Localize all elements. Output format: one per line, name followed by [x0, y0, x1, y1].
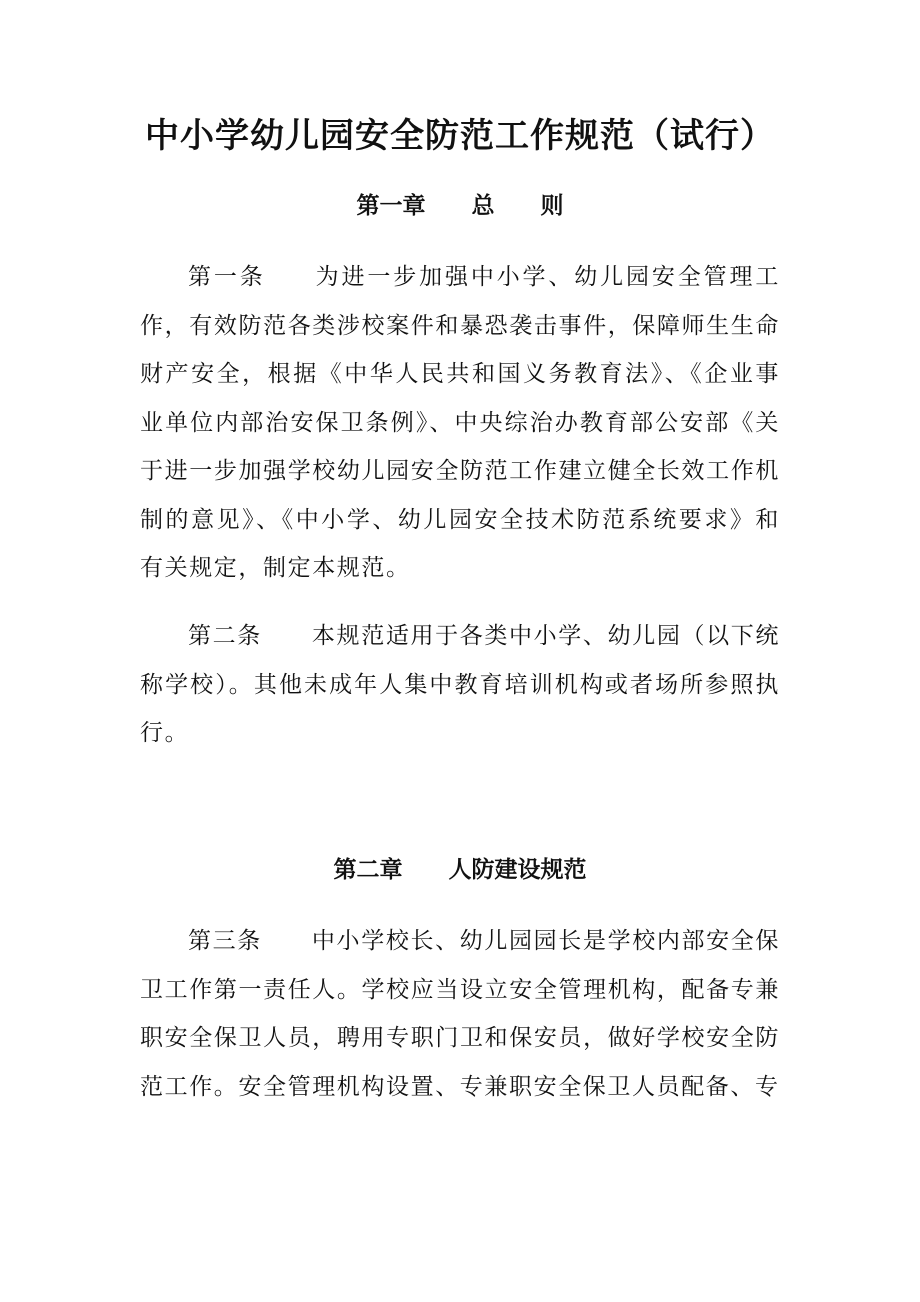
article-1-text: 为进一步加强中小学、幼儿园安全管理工作，有效防范各类涉校案件和暴恐袭击事件，保障师生生命财产安全，根据《中华人民共和国义务教育法》、《企业事业单位内部治安保卫条例》、中央综治办教育部公安部《关于进一步加强学校幼儿园安全防范工作建立健全长效工作机制的意见》、《中小学、幼儿园安全技术防范系统要求》和有关规定，制定本规范。	[140, 264, 780, 581]
chapter-2-heading: 第二章 人防建设规范	[333, 856, 587, 883]
article-2	[140, 612, 780, 758]
document-title: 中小学幼儿园安全防范工作规范（试行）	[145, 116, 775, 156]
article-1-number: 第一条	[188, 264, 266, 290]
article-3-number: 第三条	[188, 928, 262, 954]
article-1	[140, 253, 780, 593]
article-2-number: 第二条	[188, 623, 262, 649]
article-2-text: 本规范适用于各类中小学、幼儿园（以下统称学校）。其他未成年人集中教育培训机构或者场所参照执行。	[140, 623, 780, 746]
article-3	[140, 917, 780, 1111]
article-3-text: 中小学校长、幼儿园园长是学校内部安全保卫工作第一责任人。学校应当设立安全管理机构，配备专兼职安全保卫人员，聘用专职门卫和保安员，做好学校安全防范工作。安全管理机构设置、专兼职安全保卫人员配备、专	[140, 928, 780, 1100]
chapter-1-heading: 第一章 总 则	[356, 192, 564, 219]
